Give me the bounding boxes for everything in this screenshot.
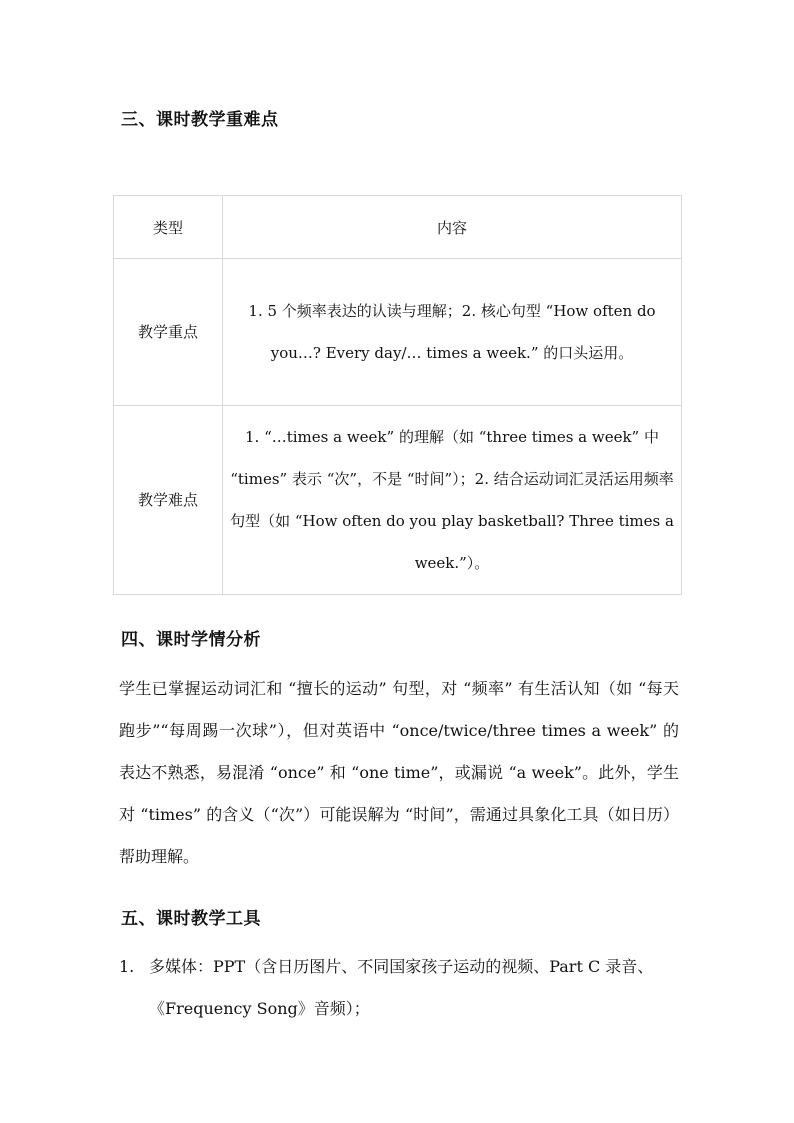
row-content-cell xyxy=(223,259,682,406)
table-row xyxy=(114,406,682,595)
student-analysis-paragraph: 学生已掌握运动词汇和 “擅长的运动” 句型，对 “频率” 有生活认知（如 “每天跑步”“每周踢一次球”），但对英语中 “once/twice/three times a week” 的表达不熟悉，易混淆 “once” 和 “one time”，或漏说 “a week”。此外，学生对 “times” 的含义（“次”）可能误解为 “时间”，需通过具象化工具（如日历）帮助理解。 xyxy=(119,679,679,866)
section-title-key-points: 三、课时教学重难点 xyxy=(121,110,279,130)
tools-list xyxy=(119,946,679,1030)
list-item-number: 1. xyxy=(119,957,135,976)
table-header-type: 类型 xyxy=(114,196,223,259)
table-row xyxy=(114,259,682,406)
table-header-row xyxy=(114,196,682,259)
row-content-cell xyxy=(223,406,682,595)
table-header-content: 内容 xyxy=(223,196,682,259)
list-item xyxy=(119,946,679,1030)
section-title-student-analysis: 四、课时学情分析 xyxy=(121,630,261,650)
row-content-text: 1. 5 个频率表达的认读与理解；2. 核心句型 “How often do you…? Every day/… times a week.” 的口头运用。 xyxy=(248,302,656,362)
row-type-cell: 教学重点 xyxy=(114,259,223,406)
list-item-text: 多媒体：PPT（含日历图片、不同国家孩子运动的视频、Part C 录音、《Frequency Song》音频）； xyxy=(149,957,654,1018)
section-title-teaching-tools: 五、课时教学工具 xyxy=(121,909,261,929)
key-points-table xyxy=(113,195,682,595)
row-content-text: 1. “…times a week” 的理解（如 “three times a week” 中 “times” 表示 “次”，不是 “时间”）；2. 结合运动词汇灵活运用频率句型（如 “How often do you play basketball? Three times a week.”）。 xyxy=(230,428,674,572)
row-type-cell: 教学难点 xyxy=(114,406,223,595)
